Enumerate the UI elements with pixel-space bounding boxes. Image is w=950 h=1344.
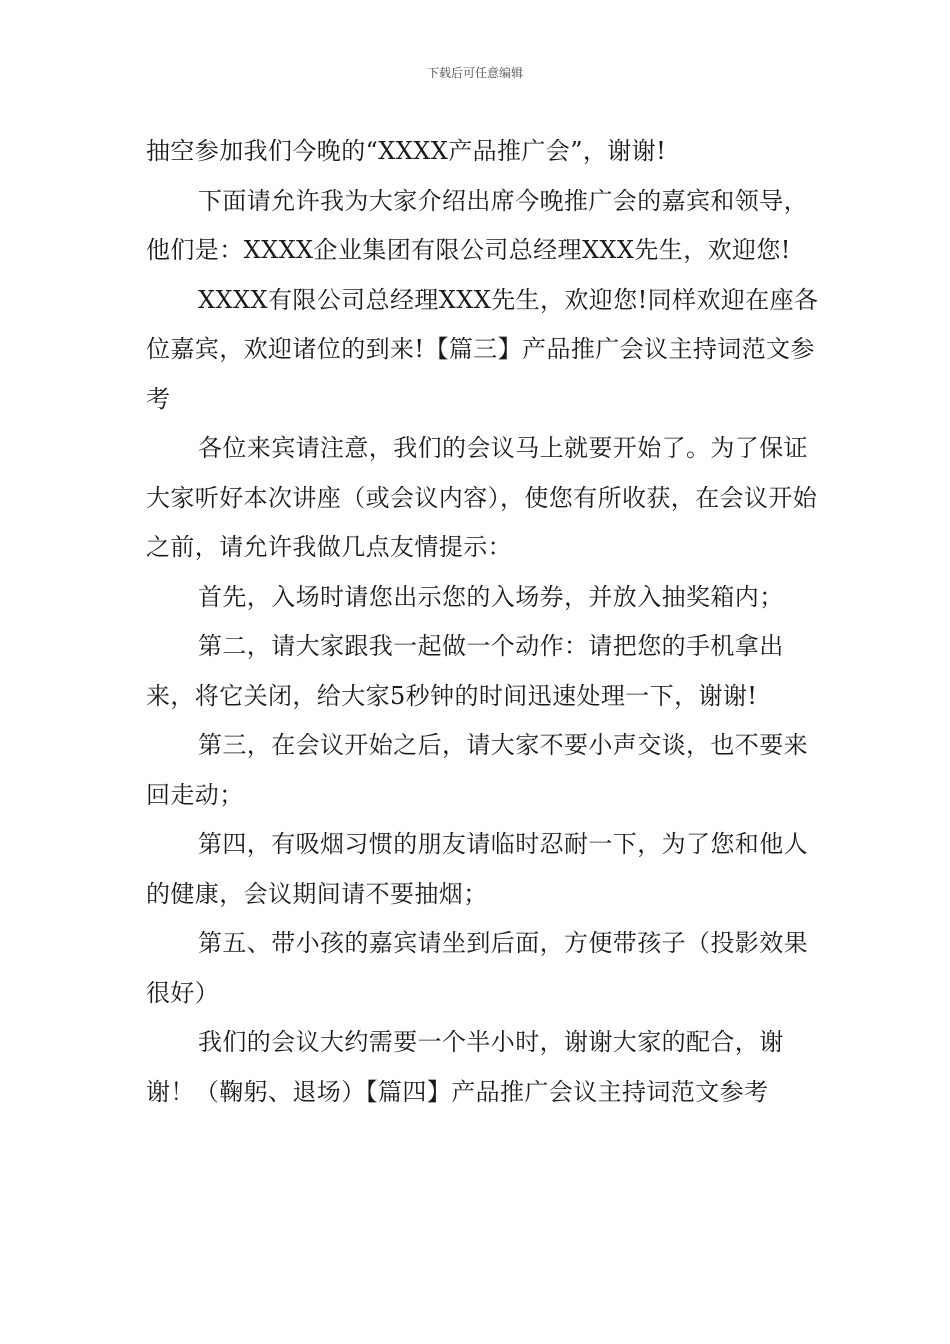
- paragraph-7: 第三，在会议开始之后，请大家不要小声交谈，也不要来回走动；: [146, 731, 808, 809]
- paragraph-5: 首先，入场时请您出示您的入场券，并放入抽奖箱内；: [198, 582, 784, 611]
- document-body: [146, 127, 826, 1117]
- paragraph-6: 第二，请大家跟我一起做一个动作：请把您的手机拿出来，将它关闭，给大家5秒钟的时间迅速处理一下，谢谢!: [146, 632, 784, 710]
- page-header: 下载后可任意编辑: [426, 66, 523, 80]
- paragraph-9: 第五、带小孩的嘉宾请坐到后面，方便带孩子（投影效果很好）: [146, 929, 808, 1007]
- paragraph-3: XXXX有限公司总经理XXX先生，欢迎您!同样欢迎在座各位嘉宾，欢迎诸位的到来!【篇三】产品推广会议主持词范文参考: [146, 285, 819, 413]
- paragraph-8: 第四，有吸烟习惯的朋友请临时忍耐一下，为了您和他人的健康，会议期间请不要抽烟；: [146, 830, 808, 908]
- paragraph-4: 各位来宾请注意，我们的会议马上就要开始了。为了保证大家听好本次讲座（或会议内容），使您有所收获，在会议开始之前，请允许我做几点友情提示：: [146, 434, 818, 561]
- paragraph-10: 我们的会议大约需要一个半小时，谢谢大家的配合，谢谢！（鞠躬、退场）【篇四】产品推广会议主持词范文参考: [146, 1028, 784, 1106]
- paragraph-2: 下面请允许我为大家介绍出席今晚推广会的嘉宾和领导，他们是：XXXX企业集团有限公司总经理XXX先生，欢迎您!: [146, 186, 808, 264]
- paragraph-1: 抽空参加我们今晚的“XXXX产品推广会”，谢谢!: [146, 137, 667, 165]
